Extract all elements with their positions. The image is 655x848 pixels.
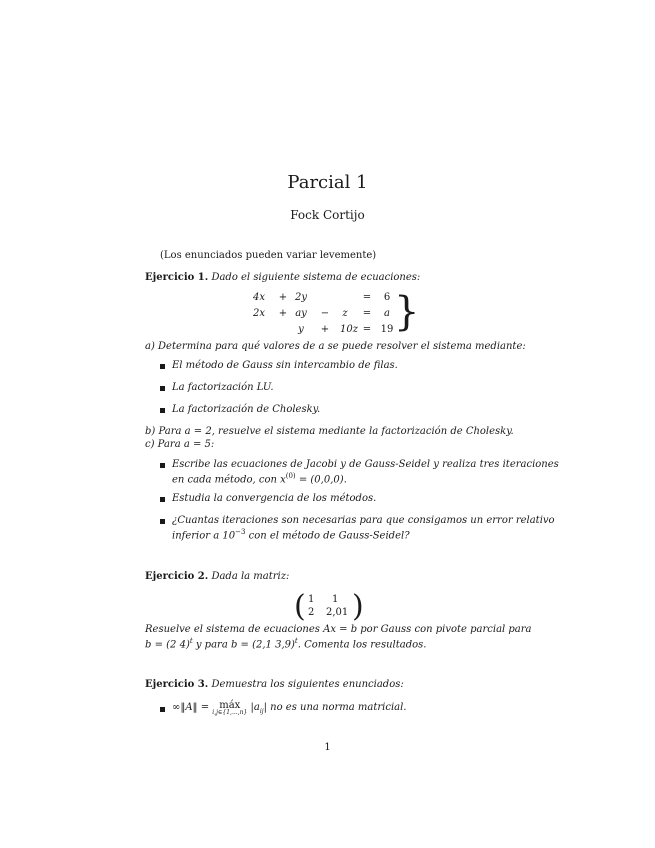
- text-segment: . Comenta los resultados.: [297, 639, 427, 651]
- eq-term: =: [362, 308, 372, 319]
- bullet-icon: [160, 707, 165, 712]
- matrix-cell: 2,01: [326, 607, 349, 618]
- right-brace: }: [394, 289, 420, 335]
- norm-expression: ∞‖A‖ =: [172, 702, 210, 713]
- bullet-icon: [160, 386, 165, 391]
- eq-term: a: [384, 308, 390, 319]
- bullet-icon: [160, 463, 165, 468]
- abs-open: |a: [250, 702, 260, 713]
- item-post-text: no es una norma matricial.: [270, 702, 407, 713]
- eq-term: +: [278, 292, 288, 303]
- superscript: t: [189, 637, 193, 645]
- bullet-icon: [160, 364, 165, 369]
- part-a-item-1: El método de Gauss sin intercambio de filas.: [172, 360, 398, 371]
- exercise-2-line-2: [145, 637, 426, 650]
- exercise-3-heading: [145, 679, 404, 690]
- text-segment: = (0,0,0).: [295, 474, 347, 486]
- part-a-item-3: La factorización de Cholesky.: [172, 404, 321, 415]
- exercise-2-intro: Dada la matriz:: [211, 571, 290, 582]
- part-c-item-3-line-2: [172, 528, 410, 541]
- document-title: Parcial 1: [287, 172, 368, 193]
- matrix-cell: 1: [332, 594, 339, 605]
- exercise-3-intro: Demuestra los siguientes enunciados:: [211, 679, 404, 690]
- text-segment: en cada método, con x: [172, 474, 286, 486]
- max-operator: [212, 700, 247, 716]
- bullet-icon: [160, 497, 165, 502]
- eq-term: =: [362, 292, 372, 303]
- eq-term: 4x: [252, 292, 265, 303]
- document-author: Fock Cortijo: [290, 208, 365, 222]
- matrix-cell: 1: [308, 594, 315, 605]
- eq-term: 2x: [252, 308, 265, 319]
- exercise-1-heading: [145, 272, 420, 283]
- part-c-item-1-line-2: [172, 472, 347, 485]
- exercise-1-intro: Dado el siguiente sistema de ecuaciones:: [211, 272, 421, 283]
- eq-term: z: [342, 308, 348, 319]
- abs-subscript: ij: [259, 708, 264, 715]
- part-c-item-2: Estudia la convergencia de los métodos.: [172, 493, 377, 504]
- disclaimer-note: (Los enunciados pueden variar levemente): [160, 250, 377, 261]
- exercise-1-label: Ejercicio 1.: [145, 272, 209, 283]
- eq-term: 19: [380, 324, 394, 335]
- abs-close: |: [263, 702, 267, 713]
- eq-term: 2y: [294, 292, 307, 303]
- bullet-icon: [160, 408, 165, 413]
- text-segment: b = (2 4): [145, 639, 190, 651]
- part-c-item-3-line-1: ¿Cuantas iteraciones son necesarias para que consigamos un error relativo: [172, 515, 555, 526]
- part-c-text: c) Para a = 5:: [145, 439, 215, 450]
- page-number: 1: [324, 742, 331, 753]
- eq-term: =: [362, 324, 372, 335]
- left-paren: (: [294, 589, 306, 624]
- part-a-item-2: La factorización LU.: [172, 382, 274, 393]
- text-segment: inferior a 10: [172, 530, 236, 542]
- part-c-item-1-line-1: Escribe las ecuaciones de Jacobi y de Gauss-Seidel y realiza tres iteraciones: [172, 459, 559, 470]
- exercise-2-line-1: Resuelve el sistema de ecuaciones Ax = b por Gauss con pivote parcial para: [145, 624, 532, 635]
- right-paren: ): [352, 589, 364, 624]
- max-label: máx: [219, 700, 241, 711]
- part-b-text: b) Para a = 2, resuelve el sistema mediante la factorización de Cholesky.: [145, 426, 514, 437]
- part-a-text: a) Determina para qué valores de a se puede resolver el sistema mediante:: [145, 341, 526, 352]
- eq-term: ay: [295, 308, 307, 319]
- max-subscript: i,j∈{1,...,n}: [212, 709, 248, 716]
- eq-term: +: [278, 308, 288, 319]
- eq-term: −: [320, 308, 330, 319]
- eq-term: y: [298, 324, 304, 335]
- superscript: t: [294, 637, 298, 645]
- exercise-3-item: [172, 702, 407, 718]
- exercise-2-heading: [145, 571, 289, 582]
- text-segment: con el método de Gauss-Seidel?: [245, 530, 410, 542]
- superscript: −3: [235, 528, 246, 536]
- superscript: (0): [285, 472, 296, 480]
- eq-term: +: [320, 324, 330, 335]
- matrix-cell: 2: [308, 607, 315, 618]
- exercise-3-label: Ejercicio 3.: [145, 679, 209, 690]
- bullet-icon: [160, 519, 165, 524]
- text-segment: y para b = (2,1 3,9): [192, 639, 295, 651]
- exercise-2-label: Ejercicio 2.: [145, 571, 209, 582]
- eq-term: 10z: [340, 324, 358, 335]
- eq-term: 6: [383, 292, 391, 303]
